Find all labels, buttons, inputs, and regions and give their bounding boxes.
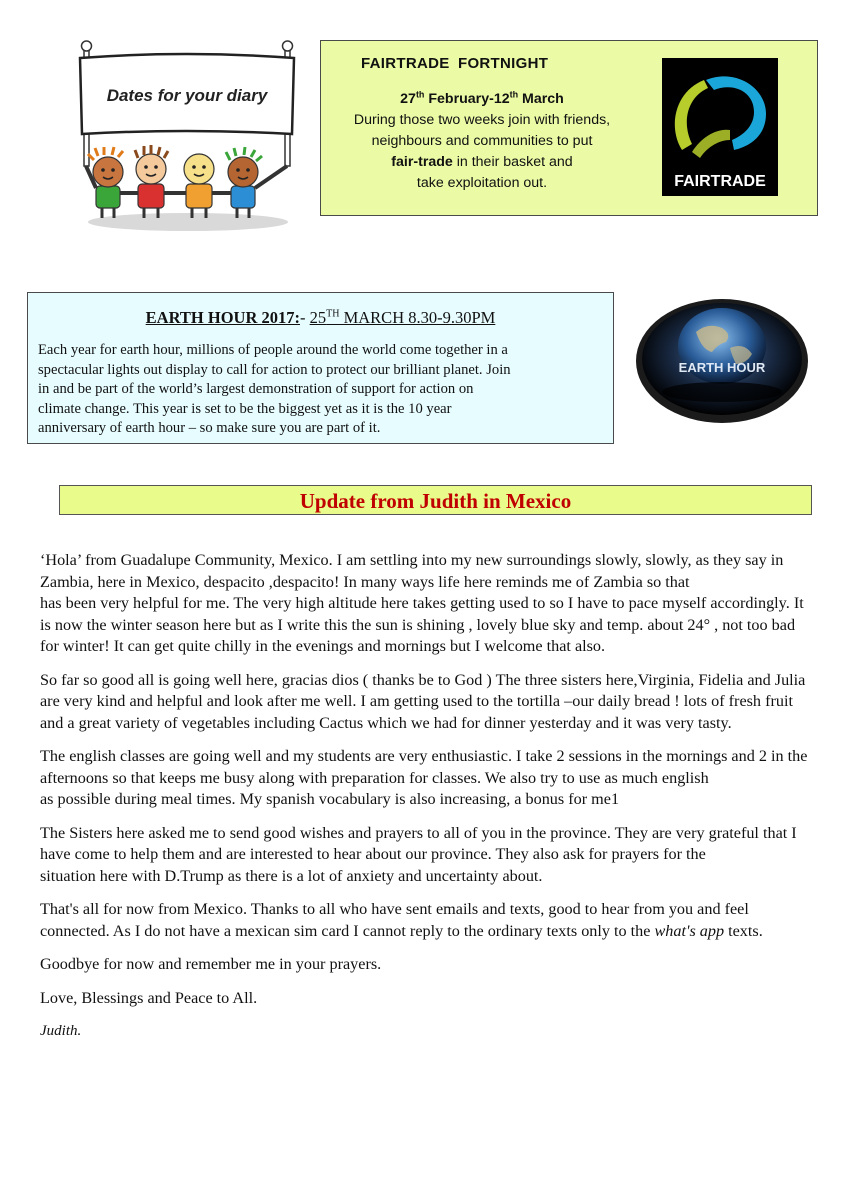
earth-hour-logo-text: EARTH HOUR xyxy=(678,360,766,375)
letter-paragraph: The Sisters here asked me to send good wishes and prayers to all of you in the province. They are very grateful that I have come to help them and are interested to hear about our province. They also ask for prayers for the xyxy=(40,823,797,863)
fairtrade-line-3: fair-trade in their basket and xyxy=(391,154,573,170)
letter-paragraph: The english classes are going well and my students are very enthusiastic. I take 2 sessions in the mornings and 2 in the afternoons so that keeps me busy along with preparation for classes. We also try to use as much english xyxy=(40,747,808,787)
signature: Judith. xyxy=(40,1023,82,1039)
diary-banner-text: Dates for your diary xyxy=(106,86,268,105)
fairtrade-line-4: take exploitation out. xyxy=(416,175,548,191)
letter-paragraph: Love, Blessings and Peace to All. xyxy=(40,988,258,1007)
letter-paragraph: has been very helpful for me. The very high altitude here takes getting used to so I have to pace myself accordingly. It is now the winter season here but as I write this the sun is shining , lovely blue sky and temp. about 24° , not too bad for winter! It can get quite chilly in the evenings and mornings but I welcome that also. xyxy=(40,594,804,655)
fairtrade-dates: 27th February-12th March xyxy=(400,89,564,107)
earth-hour-line: anniversary of earth hour – so make sure you are part of it. xyxy=(38,420,381,437)
letter-body xyxy=(40,550,815,1043)
earth-hour-body xyxy=(38,341,608,439)
earth-hour-line: Each year for earth hour, millions of people around the world come together in a xyxy=(38,342,508,358)
earth-hour-line: in and be part of the world’s largest demonstration of support for action on xyxy=(38,381,474,398)
dates-for-your-diary-illustration xyxy=(76,38,298,234)
letter-paragraph: as possible during meal times. My spanish vocabulary is also increasing, a bonus for me1 xyxy=(40,790,620,808)
update-title: Update from Judith in Mexico xyxy=(299,489,572,513)
letter-paragraph: So far so good all is going well here, gracias dios ( thanks be to God ) The three sisters here,Virginia, Fidelia and Julia are very kind and helpful and look after me well. I am getting used to the tortilla –our daily bread ! lots of fresh fruit and a great variety of vegetables including Cactus which we had for dinner yesterday and it was very tasty. xyxy=(40,670,806,732)
earth-hour-box xyxy=(27,292,614,444)
fairtrade-line-2: neighbours and communities to put xyxy=(371,133,593,149)
fairtrade-title: FAIRTRADE FORTNIGHT xyxy=(361,55,549,72)
fairtrade-logo xyxy=(662,58,778,196)
earth-hour-heading: EARTH HOUR 2017:- 25TH MARCH 8.30-9.30PM xyxy=(145,308,496,327)
earth-hour-line: climate change. This year is set to be the biggest yet as it is the 10 year xyxy=(38,400,452,417)
earth-hour-line: spectacular lights out display to call for action to protect our brilliant planet. Join xyxy=(38,361,511,378)
letter-paragraph: Goodbye for now and remember me in your prayers. xyxy=(40,955,382,973)
letter-paragraph: That's all for now from Mexico. Thanks to all who have sent emails and texts, good to hear from you and feel connected. As I do not have a mexican sim card I cannot reply to the ordinary texts only to the what's app texts. xyxy=(40,900,763,940)
fairtrade-logo-text: FAIRTRADE xyxy=(674,173,766,190)
letter-paragraph: situation here with D.Trump as there is a lot of anxiety and uncertainty about. xyxy=(40,866,543,885)
letter-paragraph: ‘Hola’ from Guadalupe Community, Mexico. I am settling into my new surroundings slowly, slowly, as they say in Zambia, here in Mexico, despacito ,despacito! In many ways life here reminds me of Zambia so that xyxy=(40,551,784,591)
update-banner xyxy=(59,485,812,515)
earth-hour-globe-image xyxy=(634,296,810,426)
fairtrade-body xyxy=(329,89,635,194)
fairtrade-fortnight-box xyxy=(320,40,818,216)
fairtrade-line-1: During those two weeks join with friends, xyxy=(353,112,611,128)
